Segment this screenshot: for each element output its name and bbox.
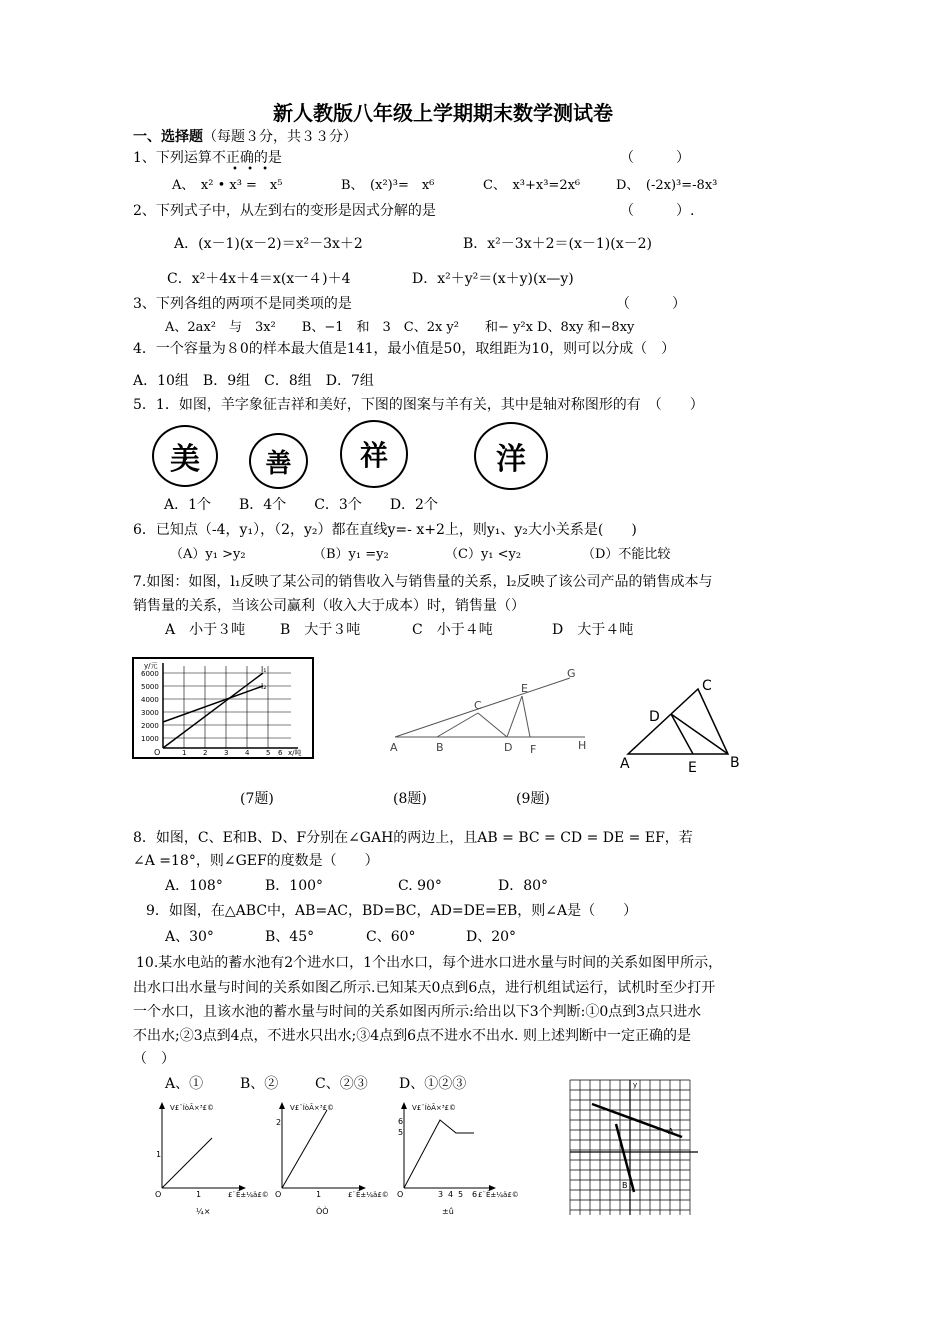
- fig8-point-a: A: [390, 741, 398, 754]
- caption-q8: (8题): [393, 791, 427, 807]
- caption-q7: (7题): [240, 791, 274, 807]
- q6-option-b: （B）y₁ =y₂: [313, 547, 389, 562]
- q10-option-c: C、②③: [315, 1076, 368, 1092]
- q3-answer-paren: （ ）: [616, 296, 686, 312]
- char-yang: 洋: [496, 442, 526, 477]
- fig8-point-g: G: [567, 667, 576, 680]
- q8-line2: ∠A =18°，则∠GEF的度数是（ ）: [133, 853, 379, 869]
- graph-a-xlabel: £¨Ê±¼ä£©: [228, 1191, 269, 1199]
- q10-option-d: D、①②③: [399, 1076, 467, 1092]
- q1-option-b: B、 (x²)³= x⁶: [341, 178, 435, 193]
- fig9-point-a: A: [620, 756, 630, 772]
- char-circle-shan: [249, 433, 308, 489]
- fig8-point-e: E: [521, 682, 528, 695]
- fig7-xtick-4: 4: [245, 749, 250, 757]
- fig7-xtick-2: 2: [203, 749, 208, 757]
- graph-a-ytick: 1: [156, 1150, 162, 1159]
- q2-answer-paren: （ ）.: [620, 203, 695, 219]
- graph-c-xtick-6: 6: [472, 1190, 478, 1199]
- q7-line1: 7.如图：如图，l₁反映了某公司的销售收入与销售量的关系，l₂反映了该公司产品的销售成本与: [133, 574, 713, 590]
- fig7-ytick-3000: 3000: [141, 709, 159, 717]
- fig8-point-h: H: [578, 739, 587, 752]
- fig7-ylabel: y/元: [144, 662, 158, 670]
- q2-option-c: C．x²＋4x＋4＝x(x一４)＋4: [167, 271, 351, 287]
- fig7-graph: [133, 658, 313, 758]
- q2-stem: 2、下列式子中，从左到右的变形是因式分解的是: [133, 203, 436, 219]
- char-mei: 美: [170, 442, 200, 477]
- fig7-xtick-6: 6: [278, 749, 283, 757]
- fig7-l2-label: l₂: [261, 682, 267, 691]
- grid-figure-label-b: B: [622, 1181, 628, 1190]
- q7-line2: 销售量的关系，当该公司赢利（收入大于成本）时，销售量（）: [133, 598, 525, 614]
- char-circle-yang: [474, 422, 548, 490]
- fig7-ytick-1000: 1000: [141, 735, 159, 743]
- graph-b-origin: O: [275, 1190, 282, 1199]
- caption-q9: (9题): [516, 791, 550, 807]
- q7-option-a: A 小于３吨: [165, 622, 246, 638]
- fig8-point-b: B: [436, 741, 444, 754]
- graph-c-origin: O: [397, 1190, 404, 1199]
- fig7-xtick-5: 5: [266, 749, 271, 757]
- graph-c-xlabel: £¨Ê±¼ä£©: [478, 1191, 519, 1199]
- graph-c: [392, 1100, 527, 1220]
- fig7-l1-label: l₁: [261, 665, 267, 674]
- graph-a-caption: ¼×: [196, 1207, 211, 1216]
- q7-option-b: B 大于３吨: [280, 622, 361, 638]
- fig9-point-e: E: [688, 760, 697, 776]
- fig7-xtick-3: 3: [224, 749, 229, 757]
- q4-stem: 4．一个容量为８0的样本最大值是141，最小值是50，取组距为10，则可以分成（ ）: [133, 341, 676, 357]
- fig7-ytick-4000: 4000: [141, 696, 159, 704]
- q1-option-c: C、 x³+x³=2x⁶: [483, 178, 581, 193]
- section-label: 一、选择题: [133, 129, 203, 145]
- q8-option-b: B．100°: [265, 878, 324, 894]
- graph-c-caption: ±û: [442, 1207, 454, 1216]
- q10-answer-paren: （ ）: [133, 1051, 175, 1067]
- fig9-point-c: C: [702, 678, 712, 694]
- graph-b-ytick: 2: [276, 1118, 282, 1127]
- fig7-xlabel: x/吨: [288, 749, 302, 757]
- q9-option-c: C、60°: [366, 929, 416, 945]
- q9-option-d: D、20°: [466, 929, 517, 945]
- q6-option-a: （A）y₁ >y₂: [170, 547, 246, 562]
- q8-option-d: D．80°: [498, 878, 549, 894]
- q3-stem: 3、下列各组的两项不是同类项的是: [133, 296, 352, 312]
- q9-option-b: B、45°: [265, 929, 315, 945]
- graph-c-xtick-5: 5: [458, 1190, 464, 1199]
- q10-line1: 10.某水电站的蓄水池有2个进水口，1个出水口，每个进水口进水量与时间的关系如图甲所示，: [136, 955, 723, 971]
- graph-b: [270, 1100, 390, 1220]
- graph-a-origin: O: [155, 1190, 162, 1199]
- fig9-point-d: D: [649, 709, 660, 725]
- q7-option-d: D 大于４吨: [552, 622, 634, 638]
- emphasis-dots: • • •: [232, 164, 272, 175]
- q2-option-b: B．x²－3x＋2＝(x－1)(x－2): [463, 236, 652, 252]
- q2-option-d: D．x²＋y²＝(x＋y)(x—y): [412, 271, 574, 287]
- char-circle-mei: [152, 425, 218, 487]
- graph-c-ytick-6: 6: [398, 1117, 404, 1126]
- char-shan: 善: [265, 448, 292, 479]
- q6-option-d: （D）不能比较: [582, 547, 671, 562]
- q8-option-a: A．108°: [165, 878, 223, 894]
- fig9-triangle: [618, 675, 748, 775]
- q10-line4: 不出水;②3点到4点，不进水只出水;③4点到6点不进水不出水. 则上述判断中一定正确的是: [133, 1028, 691, 1044]
- fig8-point-f: F: [530, 743, 537, 756]
- q9-stem: 9．如图，在△ABC中，AB=AC，BD=BC，AD=DE=EB，则∠A是（ ）: [146, 903, 638, 919]
- q10-option-b: B、②: [240, 1076, 279, 1092]
- grid-figure-label-a: A: [668, 1127, 674, 1136]
- q2-option-a: A．(x－1)(x－2)＝x²－3x＋2: [174, 236, 363, 252]
- fig7-xtick-1: 1: [182, 749, 187, 757]
- graph-c-xtick-4: 4: [448, 1190, 454, 1199]
- graph-b-caption: ÒÒ: [316, 1207, 329, 1216]
- fig9-point-b: B: [730, 755, 740, 771]
- grid-figure: [570, 1080, 700, 1220]
- char-xiang: 祥: [359, 439, 388, 472]
- q1-option-d: D、 (-2x)³=-8x³: [616, 178, 718, 193]
- q4-options: A．10组 B．9组 C．8组 D．7组: [133, 373, 374, 389]
- graph-b-xlabel: £¨Ê±¼ä£©: [348, 1191, 389, 1199]
- q10-option-a: A、①: [165, 1076, 204, 1092]
- graph-c-ytick-5: 5: [398, 1128, 404, 1137]
- fig7-ytick-6000: 6000: [141, 670, 159, 678]
- q9-option-a: A、30°: [165, 929, 214, 945]
- q10-line3: 一个水口，且该水池的蓄水量与时间的关系如图丙所示:给出以下3个判断:①0点到3点只进水: [133, 1004, 702, 1020]
- graph-b-xtick: 1: [316, 1190, 322, 1199]
- graph-a-xtick: 1: [196, 1190, 202, 1199]
- grid-figure-ylabel: y: [633, 1081, 638, 1089]
- fig7-ytick-5000: 5000: [141, 683, 159, 691]
- graph-a: [150, 1100, 270, 1220]
- q1-option-a: A、 x² • x³ = x⁵: [172, 178, 283, 193]
- graph-c-ylabel: V£¨ÍòÃ×³£©: [412, 1104, 457, 1112]
- q5-stem: 5．1．如图，羊字象征吉祥和美好，下图的图案与羊有关，其中是轴对称图形的有 （ ）: [133, 397, 704, 413]
- q7-option-c: C 小于４吨: [412, 622, 493, 638]
- graph-c-xtick-3: 3: [438, 1190, 444, 1199]
- fig8-point-c: C: [474, 699, 482, 712]
- fig8-angle-diagram: [390, 665, 590, 760]
- fig7-origin: O: [154, 748, 161, 757]
- q8-line1: 8．如图，C、E和B、D、F分别在∠GAH的两边上，且AB = BC = CD = DE = EF，若: [133, 830, 693, 846]
- q6-option-c: （C）y₁ <y₂: [445, 547, 522, 562]
- graph-b-ylabel: V£¨ÍòÃ×³£©: [290, 1104, 335, 1112]
- q5-options: A．1个 B．4个 C．3个 D．2个: [164, 497, 438, 513]
- graph-a-ylabel: V£¨ÍòÃ×³£©: [170, 1104, 215, 1112]
- q1-stem: 1、下列运算不正确的是: [133, 150, 282, 166]
- page-title: 新人教版八年级上学期期末数学测试卷: [273, 101, 613, 125]
- fig8-point-d: D: [504, 741, 513, 754]
- section-note: （每题３分，共３３分）: [203, 129, 357, 145]
- q1-answer-paren: （ ）: [620, 150, 690, 166]
- char-circle-xiang: [340, 420, 408, 488]
- q6-stem: 6．已知点（-4，y₁），（2，y₂）都在直线y=- x+2上，则y₁、y₂大小关系是( ): [133, 522, 637, 538]
- fig7-ytick-2000: 2000: [141, 722, 159, 730]
- q8-option-c: C. 90°: [398, 878, 442, 894]
- q3-options: A、2ax² 与 3x² B、−1 和 3 C、2x y² 和− y²x D、8xy 和−8xy: [165, 320, 635, 335]
- q10-line2: 出水口出水量与时间的关系如图乙所示.已知某天0点到6点，进行机组试运行，试机时至少打开: [133, 980, 716, 996]
- section-heading: [133, 129, 357, 146]
